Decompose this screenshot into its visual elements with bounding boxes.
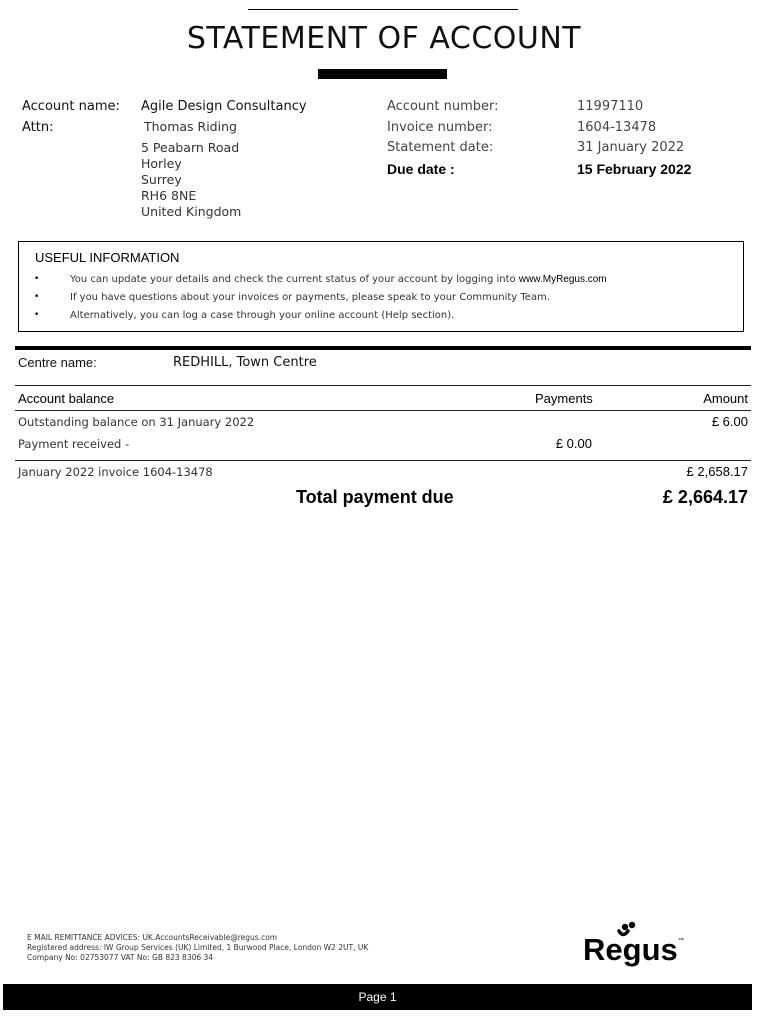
table-row-amount: £ 6.00 <box>711 414 748 429</box>
page-number-label: Page 1 <box>358 990 397 1004</box>
account-name-value: Agile Design Consultancy <box>141 99 307 114</box>
info-line-2: If you have questions about your invoices or payments, please speak to your Community Team. <box>70 292 550 303</box>
footer-address-line: Registered address: IW Group Services (UK) Limited, 1 Burwood Place, London W2 2UT, UK <box>27 943 369 952</box>
info-line-1-text: You can update your details and check the current status of your account by logging into <box>70 274 519 285</box>
invoice-number-value: 1604-13478 <box>577 120 657 135</box>
due-date-value: 15 February 2022 <box>577 161 692 177</box>
footer-remittance-line: E MAIL REMITTANCE ADVICES: UK.AccountsReceivable@regus.com <box>27 933 278 942</box>
title-top-rule <box>248 9 518 10</box>
title-underline-bar <box>318 69 447 79</box>
total-payment-due-amount: £ 2,664.17 <box>662 487 748 507</box>
column-header-amount: Amount <box>703 391 748 406</box>
address-line-5: United Kingdom <box>141 204 242 219</box>
useful-information-box <box>18 241 744 332</box>
centre-name-label: Centre name: <box>18 355 97 370</box>
table-header-rule <box>15 410 751 411</box>
table-row-description: Outstanding balance on 31 January 2022 <box>18 415 255 429</box>
account-number-label: Account number: <box>387 99 499 114</box>
svg-text:™: ™ <box>678 938 684 944</box>
table-row-description: Payment received - <box>18 437 130 451</box>
useful-information-title: USEFUL INFORMATION <box>35 250 180 265</box>
attn-value: Thomas Riding <box>144 119 237 134</box>
attn-label: Attn: <box>22 120 54 135</box>
statement-date-label: Statement date: <box>387 140 494 155</box>
address-line-2: Horley <box>141 156 182 171</box>
invoice-number-label: Invoice number: <box>387 120 493 135</box>
address-line-1: 5 Peabarn Road <box>141 140 240 155</box>
address-line-4: RH6 8NE <box>141 188 197 203</box>
column-header-payments: Payments <box>535 391 593 406</box>
table-top-rule <box>15 385 751 386</box>
bullet-icon: • <box>34 310 40 320</box>
regus-logo-mark-icon <box>582 920 692 976</box>
address-line-3: Surrey <box>141 172 182 187</box>
footer-company-line: Company No: 02753077 VAT No: GB 823 8306 34 <box>27 953 214 962</box>
table-row-divider <box>15 460 751 461</box>
page-title: STATEMENT OF ACCOUNT <box>186 21 582 56</box>
statement-date-value: 31 January 2022 <box>577 140 685 155</box>
svg-text:Regus: Regus <box>583 932 678 967</box>
table-row-amount: £ 2,658.17 <box>686 464 748 479</box>
page-number-bar <box>3 984 752 1010</box>
bullet-icon: • <box>34 292 40 302</box>
section-divider-thick <box>15 346 751 350</box>
bullet-icon: • <box>34 274 40 284</box>
centre-name-value: REDHILL, Town Centre <box>173 355 317 370</box>
address-block <box>141 140 241 220</box>
info-line-3: Alternatively, you can log a case through your online account (Help section). <box>70 310 455 321</box>
info-line-1 <box>70 274 607 285</box>
footer-legal-block <box>27 933 368 963</box>
account-number-value: 11997110 <box>577 99 644 114</box>
table-row-payment: £ 0.00 <box>555 436 592 451</box>
due-date-label: Due date : <box>387 161 455 177</box>
total-payment-due-label: Total payment due <box>296 487 454 507</box>
account-name-label: Account name: <box>22 99 120 114</box>
myregus-link[interactable]: www.MyRegus.com <box>518 274 607 285</box>
column-header-account-balance: Account balance <box>18 391 115 406</box>
table-row-description: January 2022 invoice 1604-13478 <box>18 465 213 479</box>
regus-logo <box>582 920 692 976</box>
